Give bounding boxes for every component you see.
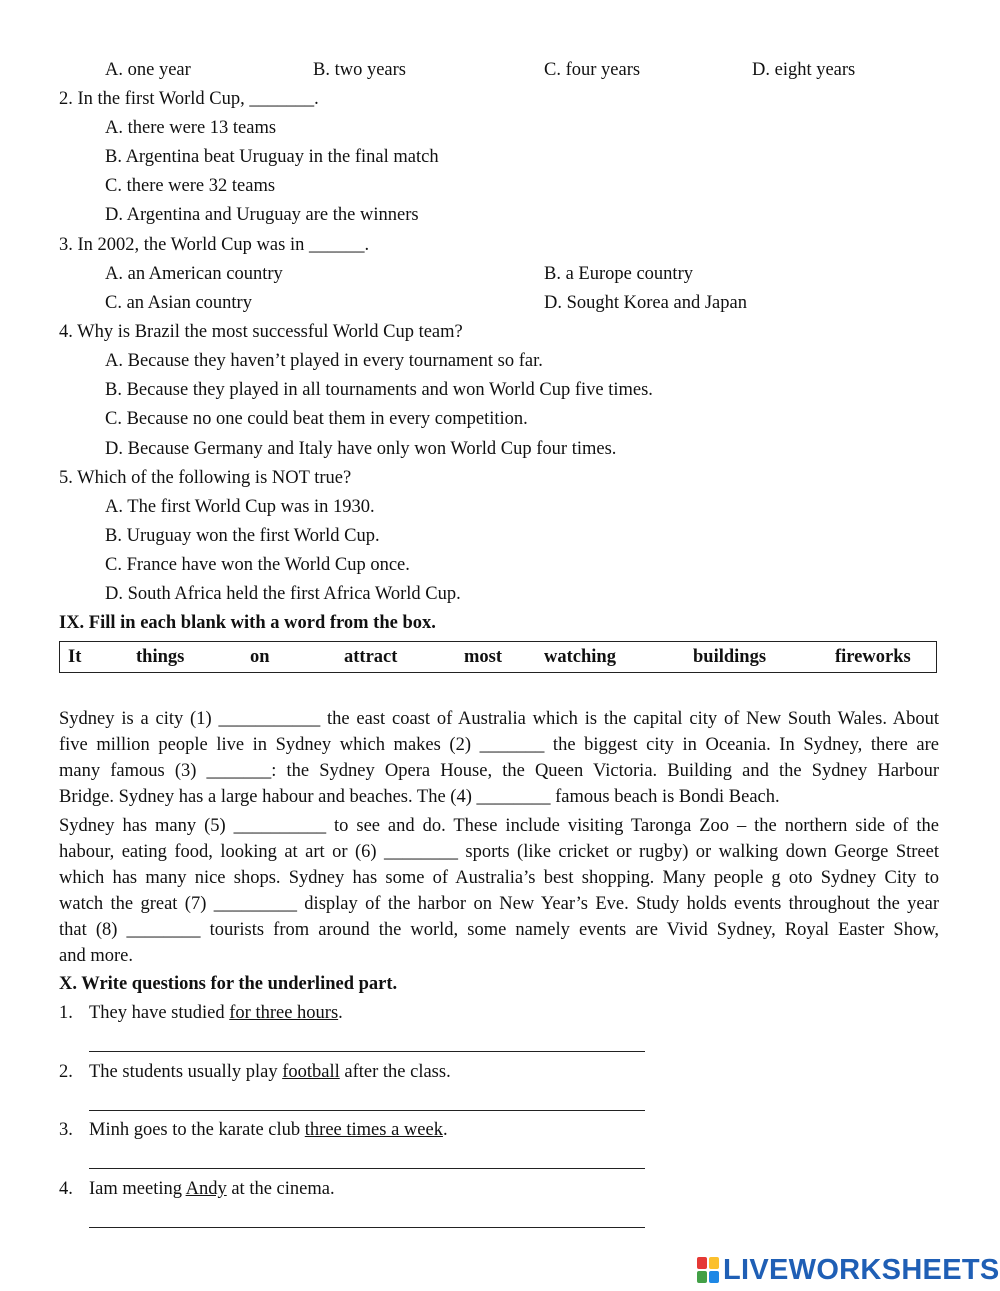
rewrite-item-3 — [59, 1119, 448, 1141]
item-text: after the class. — [339, 1062, 451, 1082]
answer-line[interactable] — [89, 1051, 645, 1052]
q5-option-a[interactable]: A. The first World Cup was in 1930. — [105, 497, 375, 517]
q4-stem: 4. Why is Brazil the most successful World Cup team? — [59, 322, 463, 342]
word-box-item: fireworks — [835, 647, 911, 667]
logo-square — [709, 1257, 719, 1269]
q3-stem: 3. In 2002, the World Cup was in ______. — [59, 235, 370, 255]
q3-option-a[interactable]: A. an American country — [105, 264, 283, 284]
q3-option-d[interactable]: D. Sought Korea and Japan — [544, 293, 747, 313]
passage-line: many famous (3) _______: the Sydney Opera House, the Queen Victoria. Building and the Sydney Harbour — [59, 761, 939, 781]
q3-option-b[interactable]: B. a Europe country — [544, 264, 693, 284]
underlined-part: three times a week — [304, 1120, 443, 1140]
word-box-item: things — [136, 647, 185, 667]
item-text: They have studied — [89, 1003, 230, 1023]
q5-stem: 5. Which of the following is NOT true? — [59, 468, 352, 488]
q2-option-a[interactable]: A. there were 13 teams — [105, 118, 277, 138]
q2-option-b[interactable]: B. Argentina beat Uruguay in the final match — [105, 147, 439, 167]
q5-option-d[interactable]: D. South Africa held the first Africa World Cup. — [105, 584, 461, 604]
item-text: . — [442, 1120, 448, 1140]
word-box — [59, 641, 937, 673]
passage-line: which has many nice shops. Sydney has some of Australia’s best shopping. Many people g oto Sydney City to — [59, 868, 939, 888]
answer-line[interactable] — [89, 1110, 645, 1111]
rewrite-item-2 — [59, 1061, 451, 1083]
passage-line: habour, eating food, looking at art or (6) ________ sports (like cricket or rugby) or walking down George Street — [59, 842, 939, 862]
passage-line: Sydney is a city (1) ___________ the east coast of Australia which is the capital city of New South Wales. About — [59, 709, 939, 729]
q2-option-d[interactable]: D. Argentina and Uruguay are the winners — [105, 205, 419, 225]
q1-option-c[interactable]: C. four years — [544, 60, 641, 80]
rewrite-item-1 — [59, 1002, 343, 1024]
section9-heading: IX. Fill in each blank with a word from the box. — [59, 613, 436, 633]
answer-line[interactable] — [89, 1168, 645, 1169]
underlined-part: Andy — [185, 1179, 227, 1199]
q2-stem: 2. In the first World Cup, _______. — [59, 89, 319, 109]
q5-option-c[interactable]: C. France have won the World Cup once. — [105, 555, 410, 575]
section10-heading: X. Write questions for the underlined part. — [59, 974, 398, 994]
word-box-item: on — [250, 647, 270, 667]
q1-option-a[interactable]: A. one year — [105, 60, 191, 80]
word-box-item: most — [464, 647, 503, 667]
passage-line: and more. — [59, 946, 133, 966]
word-box-item: buildings — [693, 647, 767, 667]
item-number: 2. — [59, 1062, 73, 1082]
q4-option-d[interactable]: D. Because Germany and Italy have only won World Cup four times. — [105, 439, 617, 459]
underlined-part: football — [282, 1062, 340, 1082]
logo-icon — [697, 1257, 719, 1283]
q1-option-b[interactable]: B. two years — [313, 60, 406, 80]
q5-option-b[interactable]: B. Uruguay won the first World Cup. — [105, 526, 380, 546]
rewrite-item-4 — [59, 1178, 335, 1200]
q1-option-d[interactable]: D. eight years — [752, 60, 856, 80]
passage-paragraph-1 — [59, 706, 939, 810]
q4-option-c[interactable]: C. Because no one could beat them in every competition. — [105, 409, 528, 429]
item-number: 4. — [59, 1179, 73, 1199]
logo-text: LIVEWORKSHEETS — [723, 1253, 1000, 1286]
q2-option-c[interactable]: C. there were 32 teams — [105, 176, 276, 196]
item-number: 3. — [59, 1120, 73, 1140]
q3-option-c[interactable]: C. an Asian country — [105, 293, 252, 313]
word-box-item: watching — [544, 647, 616, 667]
q4-option-a[interactable]: A. Because they haven’t played in every tournament so far. — [105, 351, 543, 371]
passage-line: five million people live in Sydney which makes (2) _______ the biggest city in Oceania. In Sydney, there are — [59, 735, 939, 755]
item-text: at the cinema. — [226, 1179, 335, 1199]
passage-line: Sydney has many (5) __________ to see and do. These include visiting Taronga Zoo – the northern side of the — [59, 816, 939, 836]
passage-line: that (8) ________ tourists from around the world, some namely events are Vivid Sydney, Royal Easter Show, — [59, 920, 939, 940]
item-text: The students usually play — [89, 1062, 283, 1082]
q4-option-b[interactable]: B. Because they played in all tournaments and won World Cup five times. — [105, 380, 653, 400]
answer-line[interactable] — [89, 1227, 645, 1228]
liveworksheets-logo — [697, 1254, 1000, 1286]
word-box-item: It — [68, 647, 82, 667]
item-number: 1. — [59, 1003, 73, 1023]
passage-line: Bridge. Sydney has a large habour and beaches. The (4) ________ famous beach is Bondi Beach. — [59, 787, 780, 807]
passage-paragraph-2 — [59, 813, 939, 969]
item-text: Iam meeting — [89, 1179, 186, 1199]
logo-square — [697, 1271, 707, 1283]
item-text: . — [338, 1003, 343, 1023]
passage-line: watch the great (7) _________ display of the harbor on New Year’s Eve. Study holds events throughout the year — [59, 894, 939, 914]
logo-square — [697, 1257, 707, 1269]
logo-square — [709, 1271, 719, 1283]
underlined-part: for three hours — [229, 1003, 339, 1023]
item-text: Minh goes to the karate club — [89, 1120, 305, 1140]
word-box-item: attract — [344, 647, 398, 667]
